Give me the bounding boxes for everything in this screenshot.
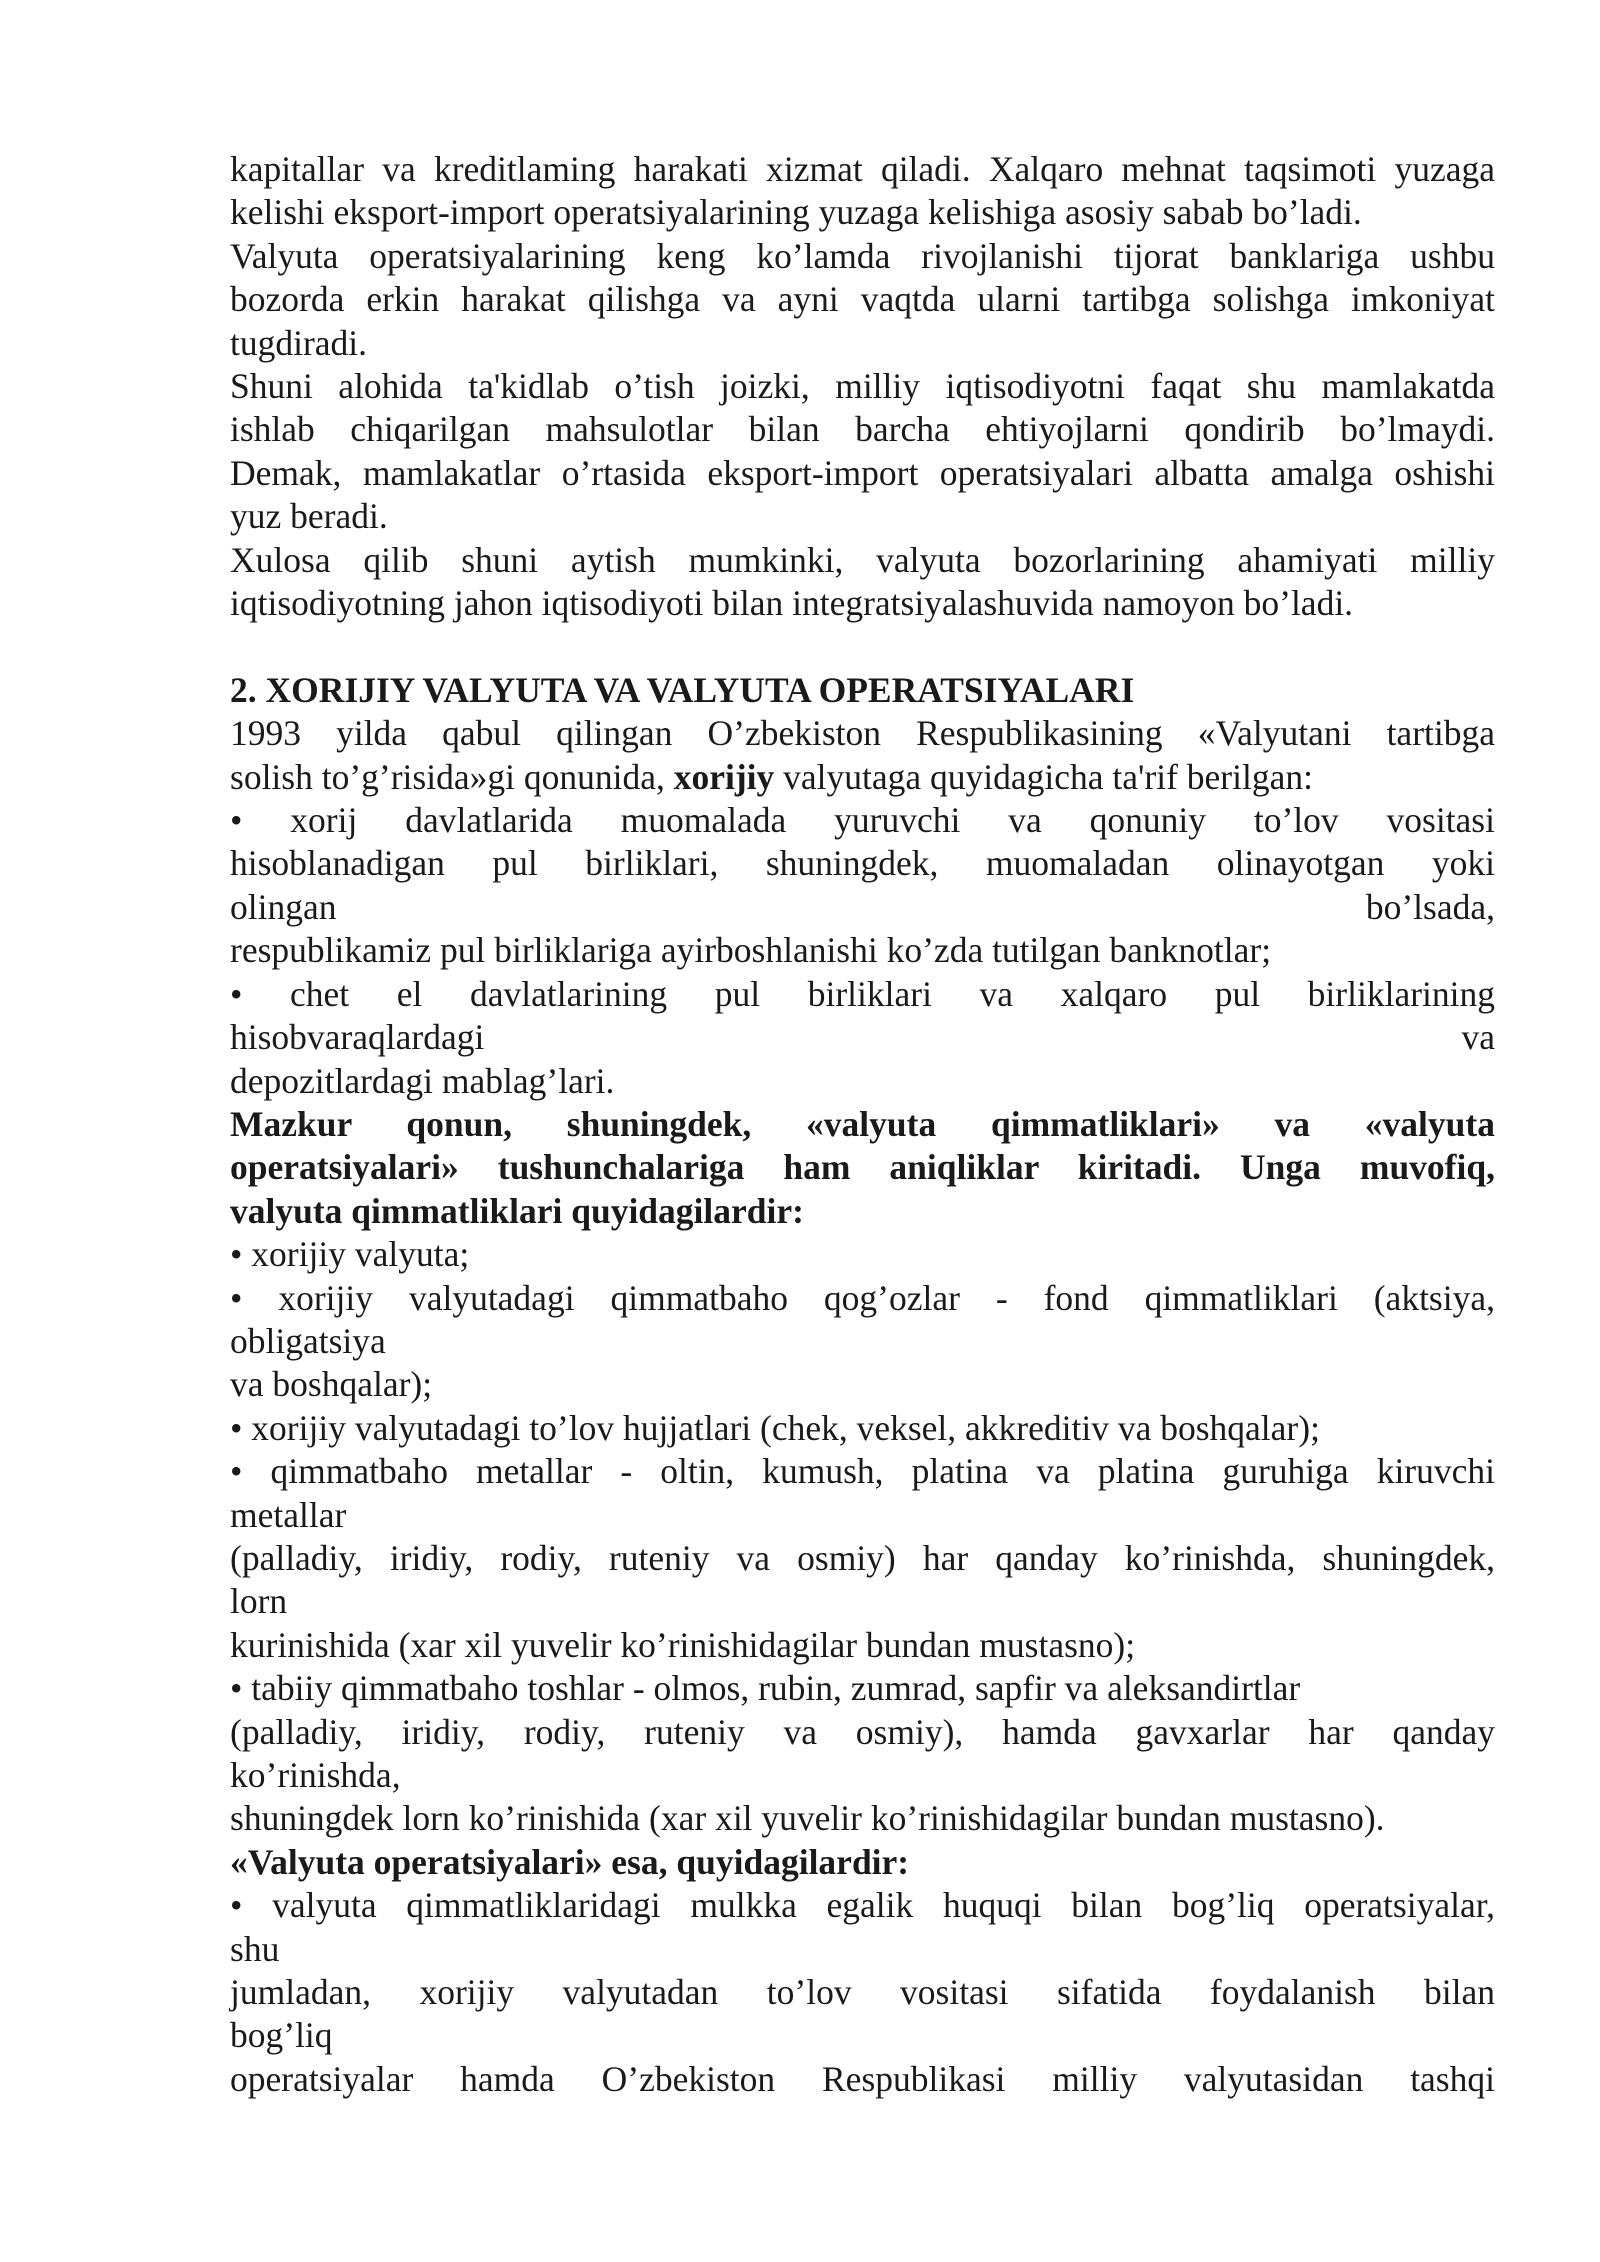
text-line: «Valyuta operatsiyalari» esa, quyidagilardir: <box>230 1841 910 1882</box>
text-line: (palladiy, iridiy, rodiy, ruteniy va osmiy), hamda gavxarlar har qanday <box>230 1711 1495 1752</box>
text-line: shu <box>230 1928 280 1969</box>
text-line: ishlab chiqarilgan mahsulotlar bilan barcha ehtiyojlarni qondirib bo’lmaydi. <box>230 409 1495 450</box>
text-line: kapitallar va kreditlaming harakati xizmat qiladi. Xalqaro mehnat taqsimoti yuzaga <box>230 149 1495 189</box>
text-line: respublikamiz pul birliklariga ayirboshlanishi ko’zda tutilgan banknotlar; <box>230 930 1272 971</box>
text-line: hisoblanadigan pul birliklari, shuningdek, muomaladan olinayotgan yoki <box>230 843 1495 884</box>
text-line: obligatsiya <box>230 1320 386 1361</box>
text-line: shuningdek lorn ko’rinishida (xar xil yuvelir ko’rinishidagilar bundan mustasno). <box>230 1798 1385 1839</box>
text-line: va boshqalar); <box>230 1364 433 1405</box>
text-line: lorn <box>230 1581 288 1622</box>
text-line: Shuni alohida ta'kidlab o’tish joizki, milliy iqtisodiyotni faqat shu mamlakatda <box>230 366 1495 407</box>
text-line: • xorijiy valyutadagi to’lov hujjatlari (chek, veksel, akkreditiv va boshqalar); <box>230 1407 1320 1448</box>
text-line: olingan bo’lsada, <box>230 886 1495 927</box>
text-line: Mazkur qonun, shuningdek, «valyuta qimmatliklari» va «valyuta <box>230 1103 1495 1144</box>
text-line: ko’rinishda, <box>230 1755 401 1796</box>
text-line: • qimmatbaho metallar - oltin, kumush, platina va platina guruhiga kiruvchi <box>230 1451 1495 1492</box>
text-line: Valyuta operatsiyalarining keng ko’lamda rivojlanishi tijorat banklariga ushbu <box>230 235 1495 276</box>
text-line: • valyuta qimmatliklaridagi mulkka egalik huquqi bilan bog’liq operatsiyalar, <box>230 1885 1495 1926</box>
text-line: bozorda erkin harakat qilishga va ayni vaqtda ularni tartibga solishga imkoniyat <box>230 279 1495 320</box>
document-page <box>230 148 1495 2101</box>
bold-term: xorijiy <box>673 756 775 797</box>
text-line: operatsiyalari» tushunchalariga ham aniqliklar kiritadi. Unga muvofiq, <box>230 1147 1495 1188</box>
text-line: (palladiy, iridiy, rodiy, ruteniy va osmiy) har qanday ko’rinishda, shuningdek, <box>230 1537 1495 1578</box>
text-line <box>230 756 1495 799</box>
text-line: • chet el davlatlarining pul birliklari va xalqaro pul birliklarining <box>230 973 1495 1014</box>
text-line: 1993 yilda qabul qilingan O’zbekiston Respublikasining «Valyutani tartibga <box>230 713 1495 754</box>
text-line: • xorijiy valyutadagi qimmatbaho qog’ozlar - fond qimmatliklari (aktsiya, <box>230 1277 1495 1318</box>
text-line: • tabiiy qimmatbaho toshlar - olmos, rubin, zumrad, sapfir va aleksandirtlar <box>230 1668 1301 1709</box>
text-line: jumladan, xorijiy valyutadan to’lov vositasi sifatida foydalanish bilan <box>230 1972 1495 2013</box>
text-line: depozitlardagi mablag’lari. <box>230 1060 615 1101</box>
text-line: iqtisodiyotning jahon iqtisodiyoti bilan integratsiyalashuvida namoyon bo’ladi. <box>230 583 1354 624</box>
text-line: yuz beradi. <box>230 496 388 537</box>
text-line: metallar <box>230 1494 347 1535</box>
text-line: bog’liq <box>230 2015 333 2056</box>
text-line: Xulosa qilib shuni aytish mumkinki, valyuta bozorlarining ahamiyati milliy <box>230 539 1495 580</box>
text-line: Demak, mamlakatlar o’rtasida eksport-import operatsiyalari albatta amalga oshishi <box>230 452 1495 493</box>
paragraph-gap <box>230 625 1495 668</box>
text-line: hisobvaraqlardagi va <box>230 1017 1495 1058</box>
text-line: • xorij davlatlarida muomalada yuruvchi va qonuniy to’lov vositasi <box>230 800 1495 841</box>
text-line: kurinishida (xar xil yuvelir ko’rinishidagilar bundan mustasno); <box>230 1624 1136 1665</box>
section-heading: 2. XORIJIY VALYUTA VA VALYUTA OPERATSIYALARI <box>230 669 1135 710</box>
text-line: valyuta qimmatliklari quyidagilardir: <box>230 1190 804 1231</box>
text-line: tugdiradi. <box>230 322 368 363</box>
text-span: valyutaga quyidagicha ta'rif berilgan: <box>774 756 1313 797</box>
text-line: kelishi eksport-import operatsiyalarining yuzaga kelishiga asosiy sabab bo’ladi. <box>230 192 1362 233</box>
text-line: operatsiyalar hamda O’zbekiston Respublikasi milliy valyutasidan tashqi <box>230 2058 1495 2099</box>
text-line: • xorijiy valyuta; <box>230 1234 470 1275</box>
text-span: solish to’g’risida»gi qonunida, <box>230 756 674 797</box>
